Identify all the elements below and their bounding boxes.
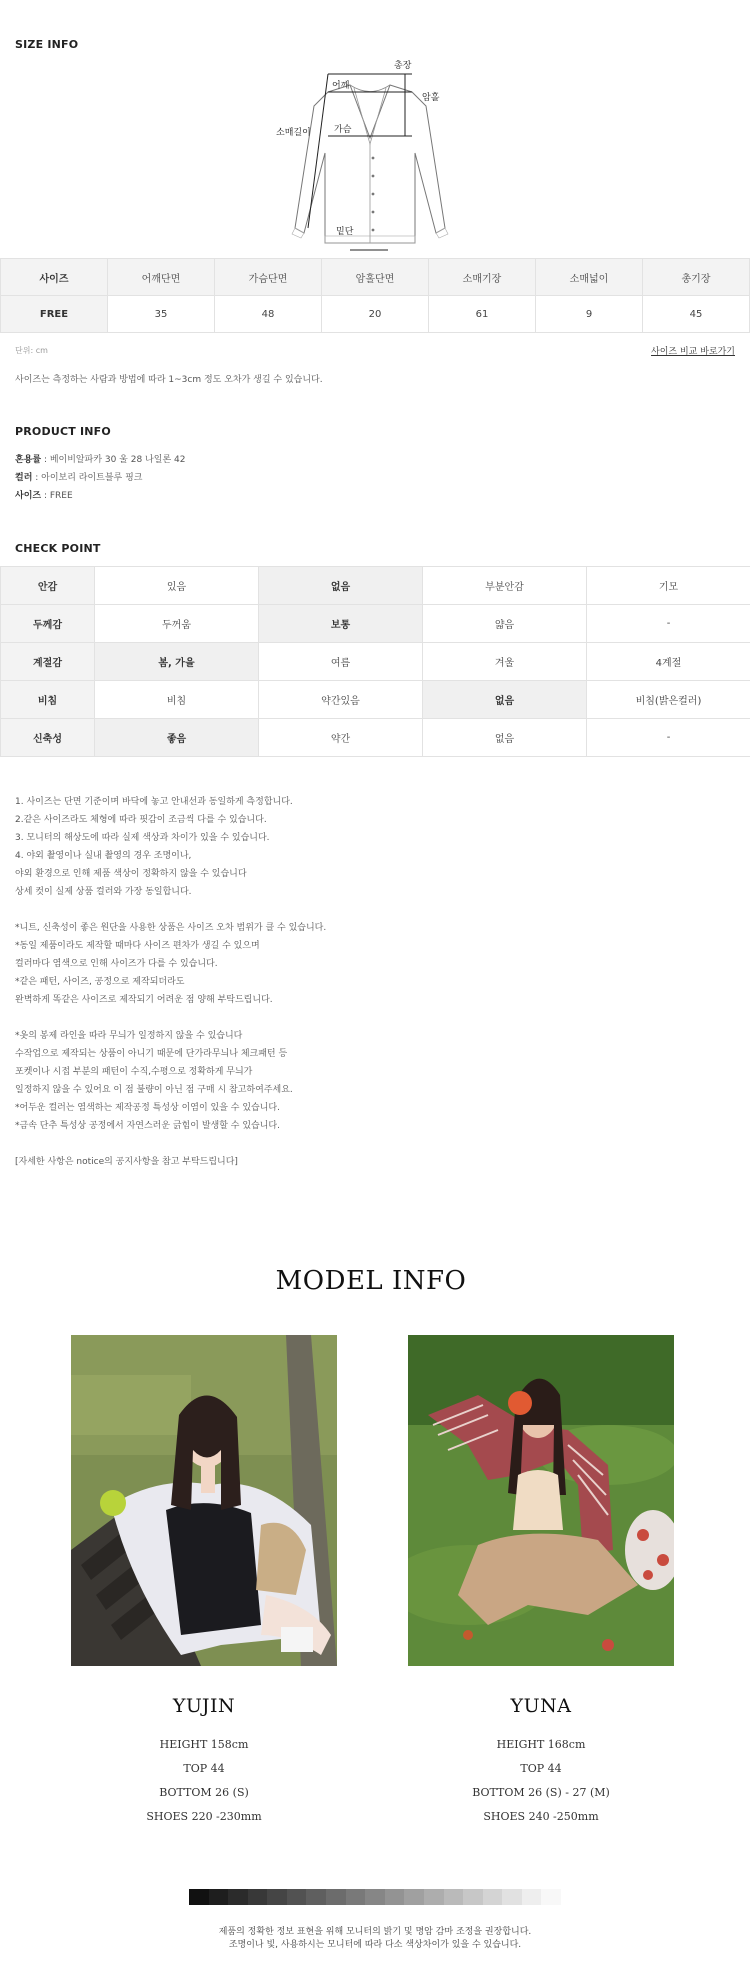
size-table	[0, 258, 750, 333]
model-top-size: TOP 44	[520, 1762, 562, 1775]
monitor-note-line2: 조명이나 빛, 사용하시는 모니터에 따라 다소 색상차이가 있을 수 있습니다.	[228, 1940, 522, 1950]
size-col-header: 소매넓이	[536, 259, 643, 296]
size-table-row	[1, 296, 750, 333]
diagram-label-armhole: 암홀	[422, 93, 440, 103]
monitor-note-line1: 제품의 정확한 정보 표현을 위해 모니터의 밝기 및 명암 감마 조정을 권장합니다.	[218, 1927, 532, 1937]
grayscale-swatch	[522, 1889, 542, 1905]
grayscale-swatch	[541, 1889, 561, 1905]
size-diagram	[270, 58, 470, 253]
size-cell: 9	[536, 296, 643, 333]
notice-line: 일정하지 않을 수 있어요 이 점 불량이 아닌 점 구매 시 참고하여주세요.	[15, 1085, 293, 1095]
size-cell: FREE	[1, 296, 108, 333]
grayscale-swatch	[463, 1889, 483, 1905]
check-point-label: 신축성	[1, 719, 95, 757]
product-info-label: 사이즈	[15, 491, 42, 501]
check-point-option: 두꺼움	[95, 605, 259, 643]
diagram-label-sleeve-length: 소매길이	[276, 128, 311, 138]
check-point-option: 여름	[259, 643, 423, 681]
check-point-option: 없음	[423, 719, 587, 757]
grayscale-swatch	[326, 1889, 346, 1905]
grayscale-swatch	[483, 1889, 503, 1905]
notice-line: 컬러마다 염색으로 인해 사이즈가 다를 수 있습니다.	[15, 959, 218, 969]
check-point-option-selected: 없음	[259, 567, 423, 605]
grayscale-swatch	[365, 1889, 385, 1905]
grayscale-swatch	[267, 1889, 287, 1905]
model-photo-yuna-image	[408, 1335, 674, 1666]
check-point-row	[1, 719, 750, 757]
model-photo-yujin	[71, 1335, 337, 1666]
product-info-label: 혼용률	[15, 455, 42, 465]
model-name-yuna: YUNA	[510, 1695, 572, 1717]
grayscale-swatch	[502, 1889, 522, 1905]
size-col-header: 암홀단면	[322, 259, 429, 296]
size-cell: 48	[215, 296, 322, 333]
size-cell: 45	[643, 296, 750, 333]
notice-line: [자세한 사항은 notice의 공지사항을 참고 부탁드립니다]	[15, 1157, 238, 1167]
check-point-option-selected: 봄, 가을	[95, 643, 259, 681]
check-point-label: 비침	[1, 681, 95, 719]
grayscale-swatch	[189, 1889, 209, 1905]
notice-line: *니트, 신축성이 좋은 원단을 사용한 상품은 사이즈 오차 범위가 클 수 있습니다.	[15, 923, 327, 933]
unit-label: 단위: cm	[15, 346, 48, 355]
notice-line: 2.같은 사이즈라도 체형에 따라 핏감이 조금씩 다를 수 있습니다.	[15, 815, 267, 825]
model-photo-yuna	[408, 1335, 674, 1666]
model-name-yujin: YUJIN	[172, 1695, 236, 1717]
check-point-option: 약간있음	[259, 681, 423, 719]
product-info-size	[15, 488, 73, 501]
check-point-label: 안감	[1, 567, 95, 605]
check-point-option: 얇음	[423, 605, 587, 643]
check-point-label: 두께감	[1, 605, 95, 643]
notice-line: *금속 단추 특성상 공정에서 자연스러운 긁힘이 발생할 수 있습니다.	[15, 1121, 280, 1131]
notice-line: 야외 환경으로 인해 제품 색상이 정확하지 않을 수 있습니다	[15, 869, 247, 879]
check-point-title: CHECK POINT	[15, 542, 101, 555]
size-note: 사이즈는 측정하는 사람과 방법에 따라 1~3cm 정도 오차가 생길 수 있습니다.	[15, 375, 323, 385]
check-point-option: 있음	[95, 567, 259, 605]
size-col-header: 가슴단면	[215, 259, 322, 296]
model-photo-yujin-image	[71, 1335, 337, 1666]
check-point-option: -	[587, 719, 750, 757]
size-col-header: 총기장	[643, 259, 750, 296]
model-info-title: MODEL INFO	[275, 1266, 467, 1296]
notice-line: 포켓이나 시접 부분의 패턴이 수직,수평으로 정확하게 무늬가	[15, 1067, 253, 1077]
check-point-option-selected: 보통	[259, 605, 423, 643]
grayscale-swatch	[209, 1889, 229, 1905]
model-height: HEIGHT 168cm	[496, 1738, 586, 1751]
size-cell: 35	[108, 296, 215, 333]
product-info-value: : FREE	[41, 491, 73, 501]
grayscale-swatch	[306, 1889, 326, 1905]
grayscale-swatch	[287, 1889, 307, 1905]
model-top-size: TOP 44	[183, 1762, 225, 1775]
check-point-option: 4계절	[587, 643, 750, 681]
check-point-row	[1, 643, 750, 681]
notice-spacer	[15, 1135, 615, 1153]
product-info-label: 컬러	[15, 473, 33, 483]
check-point-option-selected: 없음	[423, 681, 587, 719]
size-compare-link[interactable]: 사이즈 비교 바로가기	[651, 347, 735, 357]
check-point-option: -	[587, 605, 750, 643]
notice-line: 1. 사이즈는 단면 기준이며 바닥에 놓고 안내선과 동일하게 측정합니다.	[15, 797, 293, 807]
check-point-table	[0, 566, 750, 757]
notice-text-block	[15, 793, 615, 1171]
grayscale-swatch	[424, 1889, 444, 1905]
model-shoes-size: SHOES 220 -230mm	[146, 1810, 262, 1823]
notice-line: 3. 모니터의 해상도에 따라 실제 색상과 차이가 있을 수 있습니다.	[15, 833, 270, 843]
cardigan-diagram-illustration	[270, 58, 470, 253]
check-point-option: 비침(밝은컬러)	[587, 681, 750, 719]
size-cell: 61	[429, 296, 536, 333]
diagram-label-shoulder: 어깨	[332, 81, 350, 91]
check-point-option: 비침	[95, 681, 259, 719]
model-shoes-size: SHOES 240 -250mm	[483, 1810, 599, 1823]
size-col-header: 사이즈	[1, 259, 108, 296]
check-point-option: 약간	[259, 719, 423, 757]
notice-line: *옷의 봉제 라인을 따라 무늬가 일정하지 않을 수 있습니다	[15, 1031, 243, 1041]
model-bottom-size: BOTTOM 26 (S) - 27 (M)	[472, 1786, 610, 1799]
grayscale-swatch	[404, 1889, 424, 1905]
size-col-header: 소매기장	[429, 259, 536, 296]
check-point-row	[1, 567, 750, 605]
grayscale-calibration-bar	[189, 1889, 561, 1905]
diagram-label-length: 총장	[394, 61, 412, 71]
notice-line: 완벽하게 똑같은 사이즈로 제작되기 어려운 점 양해 부탁드립니다.	[15, 995, 273, 1005]
size-cell: 20	[322, 296, 429, 333]
check-point-label: 계절감	[1, 643, 95, 681]
product-info-value: : 아이보리 라이트블루 핑크	[32, 473, 143, 483]
check-point-row	[1, 605, 750, 643]
product-info-title: PRODUCT INFO	[15, 425, 111, 438]
notice-line: *동일 제품이라도 제작할 때마다 사이즈 편차가 생길 수 있으며	[15, 941, 260, 951]
grayscale-swatch	[444, 1889, 464, 1905]
notice-spacer	[15, 901, 615, 919]
notice-spacer	[15, 1009, 615, 1027]
grayscale-swatch	[385, 1889, 405, 1905]
notice-line: 상세 컷이 실제 상품 컬러와 가장 동일합니다.	[15, 887, 192, 897]
size-info-title: SIZE INFO	[15, 38, 79, 51]
notice-line: 수작업으로 제작되는 상품이 아니기 때문에 단가라무늬나 체크패턴 등	[15, 1049, 288, 1059]
diagram-label-chest: 가슴	[334, 125, 352, 135]
model-height: HEIGHT 158cm	[159, 1738, 249, 1751]
grayscale-swatch	[346, 1889, 366, 1905]
check-point-option: 부분안감	[423, 567, 587, 605]
grayscale-swatch	[228, 1889, 248, 1905]
check-point-option: 기모	[587, 567, 750, 605]
notice-line: *같은 패턴, 사이즈, 공정으로 제작되더라도	[15, 977, 185, 987]
check-point-option: 겨울	[423, 643, 587, 681]
model-bottom-size: BOTTOM 26 (S)	[159, 1786, 249, 1799]
diagram-label-hem: 밑단	[336, 227, 354, 237]
product-info-fabric	[15, 452, 185, 465]
notice-line: *어두운 컬러는 염색하는 제작공정 특성상 이염이 있을 수 있습니다.	[15, 1103, 280, 1113]
product-info-value: : 베이비알파카 30 울 28 나일론 42	[41, 455, 186, 465]
grayscale-swatch	[248, 1889, 268, 1905]
size-table-header-row	[1, 259, 750, 296]
check-point-option-selected: 좋음	[95, 719, 259, 757]
product-info-color	[15, 470, 143, 483]
size-col-header: 어깨단면	[108, 259, 215, 296]
notice-line: 4. 야외 촬영이나 실내 촬영의 경우 조명이나,	[15, 851, 192, 861]
check-point-row	[1, 681, 750, 719]
